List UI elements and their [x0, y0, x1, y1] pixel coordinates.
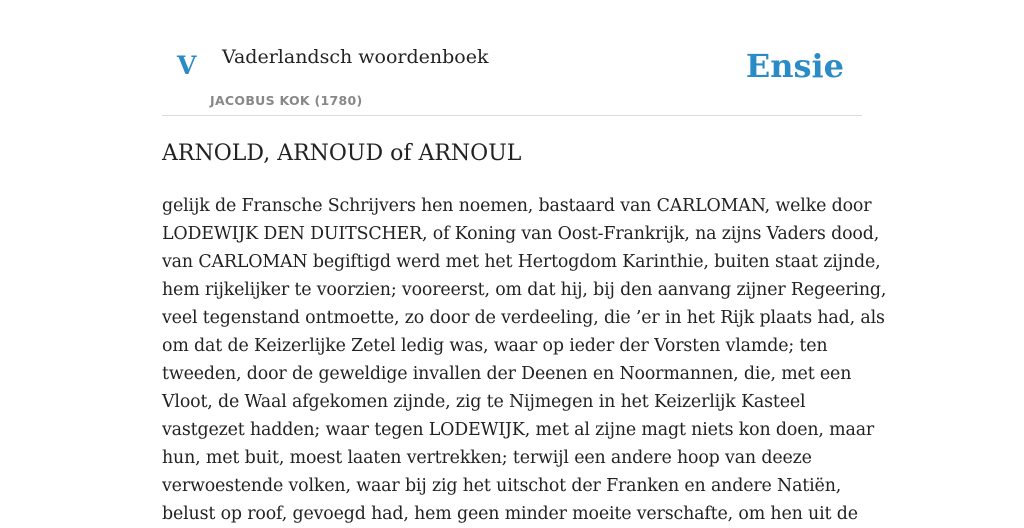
book-title-link[interactable]: Vaderlandsch woordenboek	[222, 46, 489, 68]
entry-line: om dat de Keizerlijke Zetel ledig was, waar op ieder der Vorsten vlamde; ten	[162, 336, 828, 356]
book-header	[162, 36, 862, 116]
entry-line: verwoestende volken, waar bij zig het uitschot der Franken en andere Natiën,	[162, 476, 842, 496]
entry-line: veel tegenstand ontmoette, zo door de verdeeling, die ’er in het Rijk plaats had, als	[162, 308, 885, 328]
entry-body	[162, 192, 887, 528]
entry-line: vastgezet hadden; waar tegen LODEWIJK, met al zijne magt niets kon doen, maar	[162, 420, 875, 440]
entry-title: ARNOLD, ARNOUD of ARNOUL	[162, 141, 522, 166]
entry-line: hem rijkelijker te voorzien; vooreerst, om dat hij, bij den aanvang zijner Regeering,	[162, 280, 887, 300]
entry-line: Vloot, de Waal afgekomen zijnde, zig te Nijmegen in het Keizerlijk Kasteel	[162, 392, 806, 412]
entry-line: gelijk de Fransche Schrijvers hen noemen, bastaard van CARLOMAN, welke door	[162, 196, 872, 216]
entry-line: LODEWIJK DEN DUITSCHER, of Koning van Oost-Frankrijk, na zijns Vaders dood,	[162, 224, 880, 244]
letter-index-link[interactable]: V	[177, 51, 197, 80]
ensie-logo[interactable]: Ensie	[745, 47, 844, 85]
book-author: JACOBUS KOK (1780)	[210, 93, 363, 108]
entry-line: hun, met buit, moest laaten vertrekken; terwijl een andere hoop van deeze	[162, 448, 812, 468]
entry-line: belust op roof, gevoegd had, hem geen minder moeite verschafte, om hen uit de	[162, 504, 858, 524]
entry-line: tweeden, door de geweldige invallen der Deenen en Noormannen, die, met een	[162, 364, 852, 384]
entry-line: van CARLOMAN begiftigd werd met het Hertogdom Karinthie, buiten staat zijnde,	[162, 252, 881, 272]
